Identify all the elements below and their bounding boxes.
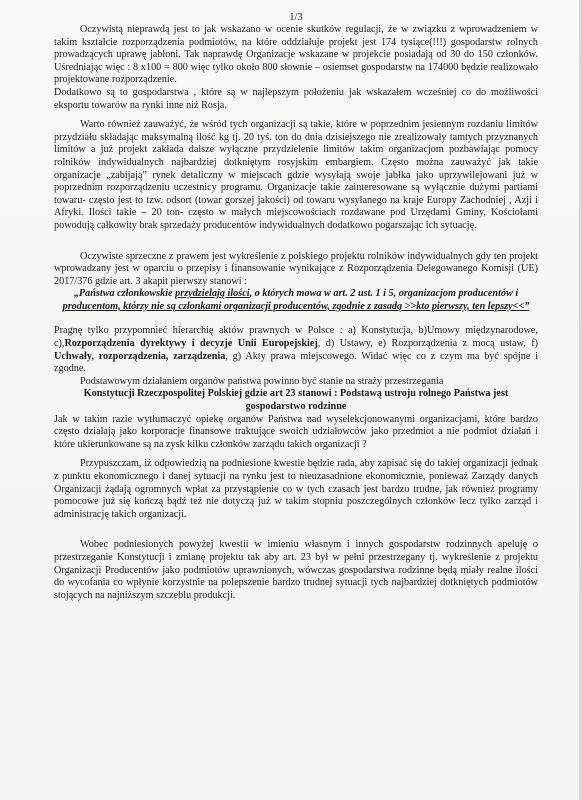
paragraph-4: Oczywiste sprzeczne z prawem jest wykreślenie z polskiego projektu rolników indywidualnych gdy ten projekt wprowadzany jest w oparciu o przepisy i finansowanie wynikające z Rozporządzenia Delegowanego Komisji (UE) 2017/376 gdzie art. 3 akapit pierwszy stanowi : (54, 250, 538, 287)
paragraph-8: Przypuszczam, iż odpowiedzią na podniesione kwestie będzie rada, aby zapisać się do takiej organizacji jednak z punktu ekonomicznego i danej sytuacji na rynku jest to nieuzasadnione ekonomicznie, ponieważ Zarządy danych Organizacji żądają ogromnych wpłat za przystąpienie co w tych czasach jest bardzo trudne, jak również programy pomocowe już się kończą bądź też nie dotyczą już w takim stopniu poszczególnych członków lecz tylko zarząd i administrację takich organizacji. (54, 458, 538, 520)
constitution-quote: Konstytucji Rzeczpospolitej Polskiej gdzie art 23 stanowi : Podstawą ustroju rolnego Państwa jest gospodarstwo rodzinne (83, 388, 509, 413)
paragraph-hierarchy (54, 325, 538, 375)
paragraph-6: Podstawowym działaniem organów państwa powinno być stanie na straży przestrzegania (80, 375, 444, 387)
hierarchy-text-e: , g) Akty prawa miejscowego. Widać więc co z czym ma być spójne i zgodne. (54, 350, 538, 375)
quote-underlined-2: producentom, którzy nie są członkami organizacji producentów, zgodnie z zasadą >>kto pierwszy, ten lepszy<<” (62, 300, 530, 312)
hierarchy-bold-resolutions: Uchwały, rozporządzenia, zarządzenia (54, 350, 226, 362)
hierarchy-bold-eu: Rozporządzenia dyrektywy i decyzje Unii Europejskiej (64, 338, 318, 350)
quote-underlined-1: przydzielają ilości (175, 288, 250, 300)
hierarchy-text-c: , d) Ustawy, e) Rozporządzenia z mocą ustaw, f) (317, 338, 538, 350)
regulation-quote (54, 288, 538, 313)
paragraph-3: Warto również zauważyć, że wśród tych organizacji są takie, które w poprzednim jesiennym rozdaniu limitów przydziału składając maksymalną ilość kg tj. 20 tyś. ton do dnia dzisiejszego nie zrealizowały tamtych przyznanych limitów a już projekt zakłada dalsze wyłączne przydzielenie limitów takim organizacjom pozbawiając pomocy rolników indywidualnych najbardziej dotkniętym rosyjskim embargiem. Często można zauważyć jak takie organizacje „zabijają” rynek detaliczny w miejscach gdzie wysyłają swoje jabłka jako uprzywilejowani już w poprzednim rozporządzeniu uczestnicy programu. Organizacje takie zainteresowane są wyłącznie dużymi partiami towaru- często jest to tzw. odsort (towar gorszej jakości) od towaru wysyłanego na kraje Europy Zachodniej , Azji i Afryki. Ilości takie – 20 ton- często w małych miejscowościach rozdawane pod Urzędami Gminy, Kościołami powodują całkowity brak sprzedaży producentów indywidualnych dodatkowo pogarszając ich sytuację. (54, 119, 538, 231)
paragraph-2: Dodatkowo są to gospodarstwa , które są w najlepszym położeniu jak wskazałem wcześniej co do możliwości eksportu towarów na rynki inne niż Rosja. (54, 86, 538, 111)
paragraph-7: Jak w takim razie wytłumaczyć opiekę organów Państwa nad wyselekcjonowanymi organizacjami, które bardzo często działają jako korporacje finansowe traktujące swoich udziałowców jako przedmiot a nie podmiot działań i które ukierunkowane są na zysk kilku członków zarządu takich organizacji ? (54, 413, 538, 450)
quote-open: „Państwa członkowskie (73, 288, 176, 300)
paragraph-9: Wobec podniesionych powyżej kwestii w imieniu własnym i innych gospodarstw rodzinnych apeluję o przestrzeganie Konstytucji i zmianę projektu tak aby art. 23 był w pełni przestrzegany tj. wykreślenie z projektu Organizacji Producentów jako podmiotów uprawnionych, wówczas gospodarstwa rodzinne będą miały realne ilości do wycofania co wpłynie korzystnie na polepszenie bardzo trudnej sytuacji tych najbardziej dotkniętych podmiotów stojących na najniższym szczeblu produkcji. (54, 539, 538, 601)
hierarchy-text-a: Pragnę tylko przypomnieć hierarchię aktów prawnych w Polsce : a) Konstytucja, b)Umowy międzynarodowe, c), (54, 325, 538, 350)
page-number: 1/3 (289, 12, 303, 23)
paragraph-1: Oczywistą nieprawdą jest to jak wskazano w ocenie skutków regulacji, że w związku z wprowadzeniem w takim kształcie rozporządzenia podmiotów, na które oddziałuje projekt jest 174 tysiące(!!!) gospodarstw rolnych prowadzących uprawę jabłoni. Tak naprawdę Organizacje wskazane w projekcie posiadają od 30 do 150 członków. Uśredniając więc : 8 x100 = 800 więc tylko około 800 słownie – osiemset gospodarstw na 174000 będzie realizowało projektowane rozporządzenie. (54, 24, 538, 86)
quote-mid: , o których mowa w art. 2 ust. 1 i 5, organizacjom producentów i (249, 288, 519, 300)
